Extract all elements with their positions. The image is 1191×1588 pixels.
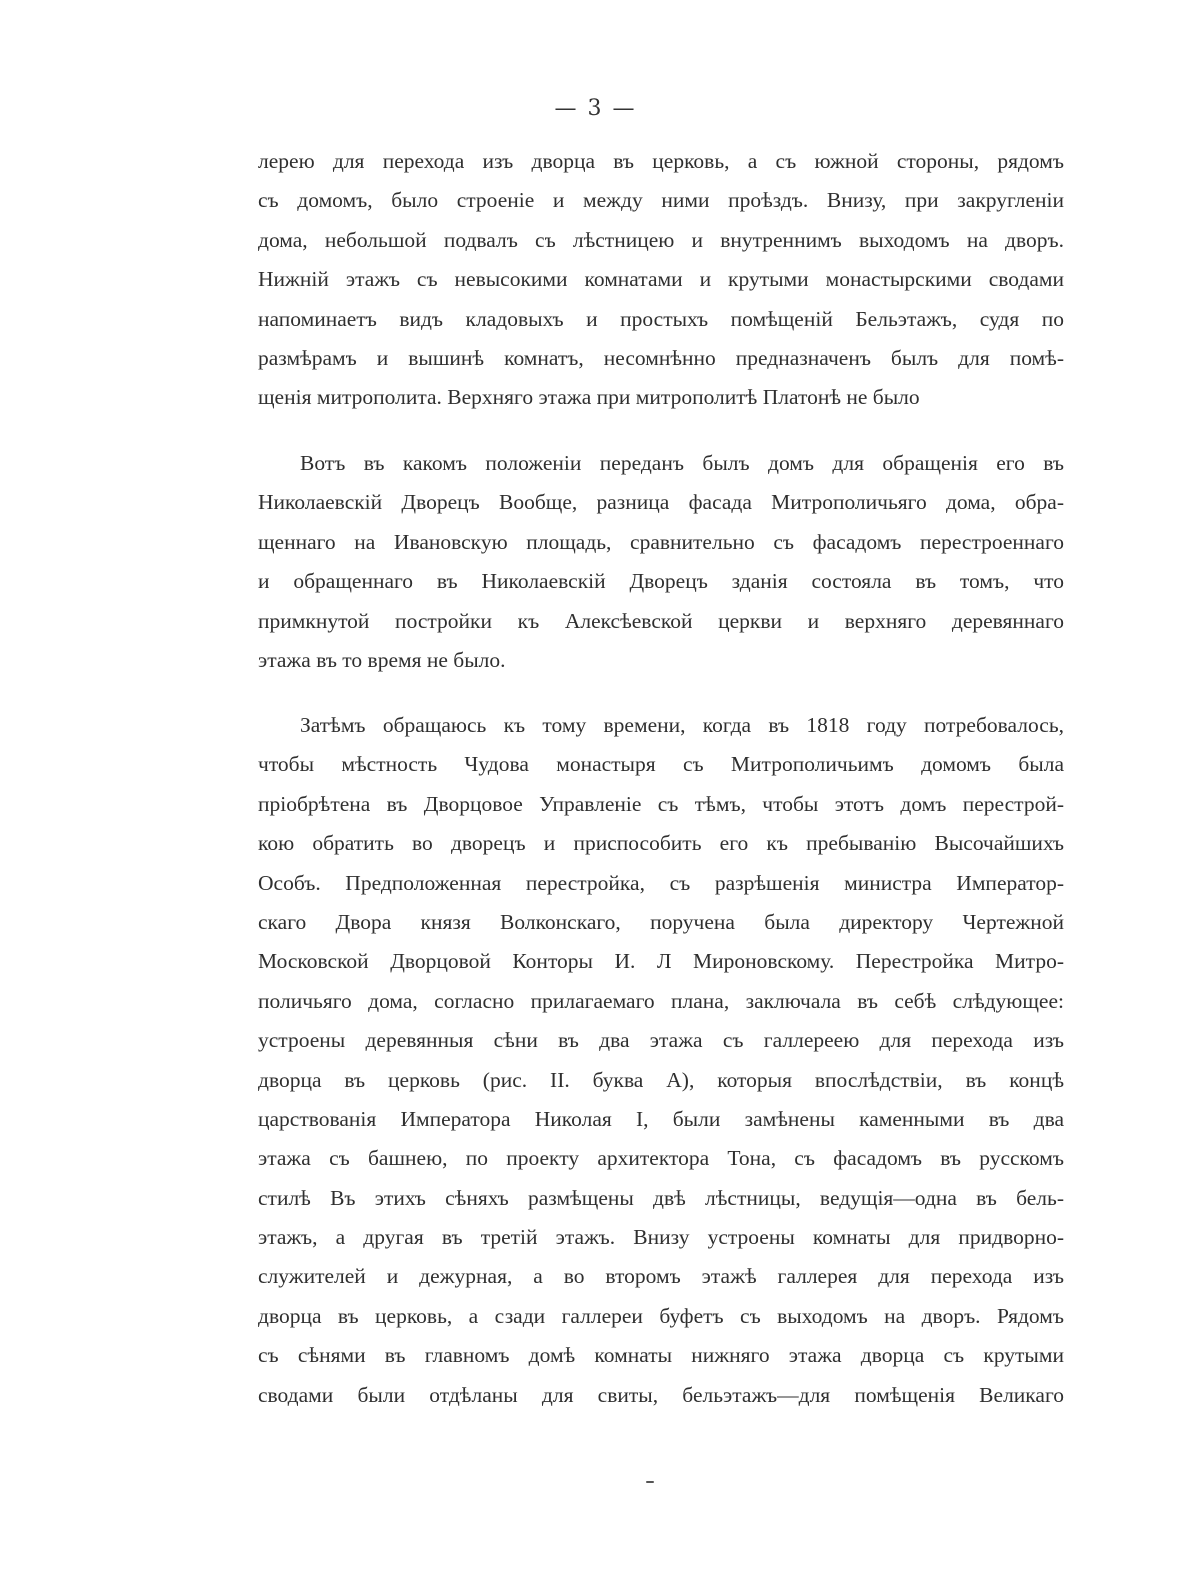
text-line: дома, небольшой подвалъ съ лѣстницею и внутреннимъ выходомъ на дворъ. [258,227,1064,252]
page-number: — 3 — [554,96,637,121]
text-line: съ домомъ, было строеніе и между ними проѣздъ. Внизу, при закругленіи [258,188,1064,213]
scan-speck [646,1481,654,1483]
text-line: и обращеннаго въ Николаевскій Дворецъ зданія состояла въ томъ, что [258,569,1064,594]
text-line: лерею для перехода изъ дворца въ церковь, а съ южной стороны, рядомъ [258,149,1064,173]
paragraph-2 [258,444,1064,680]
text-line: этажъ, а другая въ третій этажъ. Внизу устроены комнаты для придворно- [258,1225,1064,1250]
text-line: съ сѣнями въ главномъ домѣ комнаты нижняго этажа дворца съ крутыми [258,1343,1064,1368]
text-line: пріобрѣтена въ Дворцовое Управленіе съ тѣмъ, чтобы этотъ домъ перестрой- [258,791,1064,816]
text-line: размѣрамъ и вышинѣ комнатъ, несомнѣнно предназначенъ былъ для помѣ- [258,345,1064,370]
text-line: царствованія Императора Николая I, были замѣнены каменными въ два [258,1106,1064,1131]
paragraph-1 [258,142,1064,418]
text-line: Затѣмъ обращаюсь къ тому времени, когда въ 1818 году потребовалось, [300,713,1064,737]
text-line: устроены деревянныя сѣни въ два этажа съ галлереею для перехода изъ [258,1028,1064,1053]
text-line: стилѣ Въ этихъ сѣняхъ размѣщены двѣ лѣстницы, ведущія—одна въ бель- [258,1185,1064,1210]
text-line: сводами были отдѣланы для свиты, бельэтажъ—для помѣщенія Великаго [258,1382,1064,1407]
text-line: Московской Дворцовой Конторы И. Л Мироновскому. Перестройка Митро- [258,949,1064,974]
text-line: поличьяго дома, согласно прилагаемаго плана, заключала въ себѣ слѣдующее: [258,988,1064,1013]
text-line: служителей и дежурная, а во второмъ этажѣ галлерея для перехода изъ [258,1264,1064,1289]
text-line: этажа въ то время не было. [258,647,506,672]
text-line: скаго Двора князя Волконскаго, поручена была директору Чертежной [258,909,1064,934]
text-line: Нижній этажъ съ невысокими комнатами и крутыми монастырскими сводами [258,267,1064,292]
text-line: этажа съ башнею, по проекту архитектора Тона, съ фасадомъ въ русскомъ [258,1146,1064,1171]
text-line: дворца въ церковь (рис. II. буква А), которыя впослѣдствіи, въ концѣ [258,1067,1064,1092]
text-line: примкнутой постройки къ Алексѣевской церкви и верхняго деревяннаго [258,608,1064,633]
text-line: Николаевскій Дворецъ Вообще, разница фасада Митрополичьяго дома, обра- [258,490,1064,515]
text-line: чтобы мѣстность Чудова монастыря съ Митрополичьимъ домомъ была [258,752,1064,777]
text-line: Особъ. Предположенная перестройка, съ разрѣшенія министра Император- [258,870,1064,895]
text-line: щенія митрополита. Верхняго этажа при митрополитѣ Платонѣ не было [258,385,920,410]
paragraph-3 [258,706,1064,1415]
text-line: дворца въ церковь, а сзади галлереи буфетъ съ выходомъ на дворъ. Рядомъ [258,1303,1064,1328]
text-line: кою обратить во дворецъ и приспособить его къ пребыванію Высочайшихъ [258,831,1064,856]
text-line: Вотъ въ какомъ положеніи переданъ былъ домъ для обращенія его въ [300,451,1064,475]
text-line: щеннаго на Ивановскую площадь, сравнительно съ фасадомъ перестроеннаго [258,529,1064,554]
text-line: напоминаетъ видъ кладовыхъ и простыхъ помѣщеній Бельэтажъ, судя по [258,306,1064,331]
